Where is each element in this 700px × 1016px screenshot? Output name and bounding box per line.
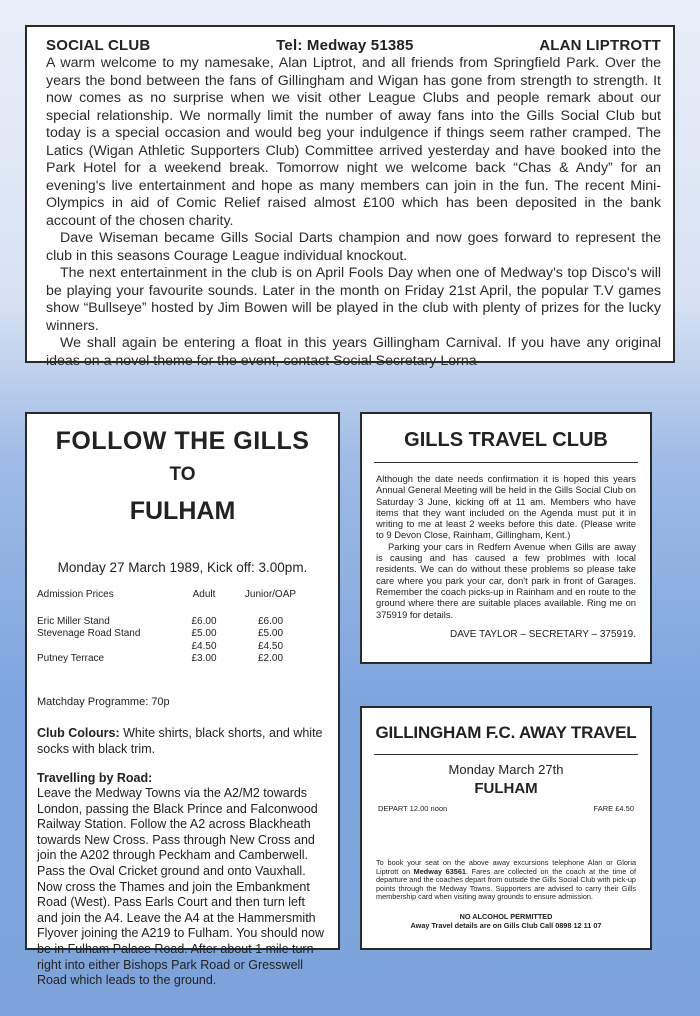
club-call-text: Away Travel details are on Gills Club Call 0898 12 11 07 bbox=[410, 920, 602, 930]
club-colours bbox=[37, 725, 328, 757]
booking-phone: Medway 63561 bbox=[413, 866, 466, 876]
social-club-header bbox=[46, 36, 661, 55]
table-header-cell: Admission Prices bbox=[37, 589, 114, 600]
table-cell: Eric Miller Stand bbox=[37, 615, 110, 627]
table-cell: £5.00 bbox=[257, 628, 284, 639]
table-row bbox=[37, 616, 305, 629]
follow-title-to: TO bbox=[169, 464, 196, 485]
table-cell: £6.00 bbox=[191, 615, 217, 627]
travel-club-paragraph: Parking your cars in Redfern Avenue when Gills are away is causing and has caused a few problmes with local residents. We can do without these problems so please take care where you park your car, don't park in front of Garages. Remember the coach picks-up in Rainham and en route to the ground where there are suitable places available. Ring me on 375919 for details. bbox=[376, 540, 636, 620]
table-cell: £6.00 bbox=[257, 615, 284, 627]
table-cell: £4.50 bbox=[191, 640, 217, 652]
social-paragraph: The next entertainment in the club is on April Fools Day when one of Medway's top Disco's will be playing your favourite sounds. Later in the month on Friday 21st April, the popular T.V games show “Bullseye” hosted by Jim Bowen will be played in the club with plenty of prizes for the lucky winners. bbox=[46, 265, 661, 334]
away-travel-panel bbox=[360, 706, 652, 950]
booking-info-text: To book your seat on the above away excursions telephone Alan or Gloria Liptrott on bbox=[376, 858, 636, 876]
table-cell bbox=[37, 641, 172, 654]
away-travel-destination: FULHAM bbox=[474, 780, 538, 797]
travel-club-body bbox=[370, 473, 642, 620]
table-header-row bbox=[37, 589, 305, 616]
depart-time: DEPART 12.00 noon bbox=[378, 804, 448, 813]
away-travel-date: Monday March 27th bbox=[448, 762, 564, 777]
table-cell: £3.00 bbox=[191, 653, 217, 664]
table-header-cell: Adult bbox=[192, 589, 216, 600]
table-row bbox=[37, 628, 305, 641]
table-cell: £5.00 bbox=[191, 628, 217, 639]
depart-fare-row bbox=[378, 804, 634, 813]
admission-prices-table bbox=[37, 589, 305, 666]
social-paragraph: We shall again be entering a float in this years Gillingham Carnival. If you have any original ideas on a novel theme for the event, contact Social Secretary Lorna bbox=[46, 335, 661, 369]
road-directions-text: Leave the Medway Towns via the A2/M2 towards London, passing the Black Prince and Falconwood Railway Station. Follow the A2 across Blackheath towards New Cross. Pass through New Cross and join the A202 through Peckham and Camberwell. Pass the Oval Cricket ground and onto Vauxhall. Now cross the Thames and join the Embankment Road (West). Pass Earls Court and then turn left and join the A4. Leave the A4 at the Hammersmith Flyover joining the A219 to Fulham. You should now be in Fulham Palace Road. After about 1 mile turn right into either Bishops Park Road or Gresswell Road which leads to the ground. bbox=[37, 786, 324, 988]
club-colours-text: White shirts, black shorts, and white socks with black trim. bbox=[37, 725, 323, 756]
social-paragraph: Dave Wiseman became Gills Social Darts champion and now goes forward to represent the club in this seasons Courage League individual knockout. bbox=[46, 230, 661, 264]
follow-destination: FULHAM bbox=[129, 497, 236, 525]
fare: FARE £4.50 bbox=[593, 804, 634, 813]
table-row bbox=[37, 641, 305, 654]
club-colours-label: Club Colours: bbox=[37, 725, 120, 740]
social-club-author: ALAN LIPTROTT bbox=[539, 37, 661, 54]
table-row bbox=[37, 653, 305, 666]
table-cell: £2.00 bbox=[257, 653, 284, 664]
table-header-cell: Junior/OAP bbox=[244, 589, 297, 600]
travel-club-signature: DAVE TAYLOR – SECRETARY – 375919. bbox=[449, 628, 636, 640]
travel-club-paragraph: Although the date needs confirmation it is hoped this years Annual General Meeting will be held in the Gills Social Club on Saturday 3 June, kicking off at 11 am. Members who have items that they want included on the Agenda must put it in writing to me at least 2 weeks before this date. (Please write to 9 Devon Close, Rainham, Gillingham, Kent.) bbox=[376, 473, 636, 541]
travel-club-panel bbox=[360, 412, 652, 664]
booking-info-text: . Fares are collected on the coach at the time of departure and the coaches depart from outside the Gills Social Club with pick-up points through the Medway Towns. Supporters are advised to carry their Gills membership card when visiting away grounds to ensure admission. bbox=[376, 866, 636, 902]
no-alcohol-notice bbox=[370, 912, 642, 930]
social-club-heading: SOCIAL CLUB bbox=[46, 37, 151, 54]
social-club-phone: Tel: Medway 51385 bbox=[276, 37, 414, 54]
social-club-panel bbox=[25, 25, 675, 369]
table-cell: £4.50 bbox=[257, 640, 284, 652]
road-directions bbox=[37, 771, 328, 989]
road-directions-label: Travelling by Road: bbox=[37, 770, 153, 785]
social-paragraph: A warm welcome to my namesake, Alan Liptrot, and all friends from Springfield Park. Over the years the bond between the fans of Gillingham and Wigan has gone from strength to strength. It now comes as no surprise when we visit other League Clubs and people remark about our special relationship. We normally limit the number of away fans into the Gills Social Club but today is a special occasion and would beg your indulgence if things seem rather cramped. The Latics (Wigan Athletic Supporters Club) Committee arrived yesterday and have booked into the Park Hotel for a weekend break. Tomorrow night we welcome back “Chas & Andy” for an evening's live entertainment and hope as many members can join in the fun. The recent Mini-Olympics in aid of Comic Relief raised almost £100 which has been deposited in the bank account of the chosen charity. bbox=[46, 55, 661, 229]
follow-title: FOLLOW THE GILLS bbox=[55, 427, 310, 455]
table-cell: Stevenage Road Stand bbox=[37, 628, 141, 639]
away-travel-title: GILLINGHAM F.C. AWAY TRAVEL bbox=[374, 722, 638, 755]
booking-info bbox=[376, 859, 636, 902]
match-date: Monday 27 March 1989, Kick off: 3.00pm. bbox=[57, 560, 308, 575]
travel-club-title: GILLS TRAVEL CLUB bbox=[374, 428, 638, 463]
no-alcohol-text: NO ALCOHOL PERMITTED bbox=[459, 911, 553, 921]
matchday-programme: Matchday Programme: 70p bbox=[37, 695, 170, 708]
follow-the-gills-panel bbox=[25, 412, 340, 988]
table-cell: Putney Terrace bbox=[37, 653, 105, 664]
